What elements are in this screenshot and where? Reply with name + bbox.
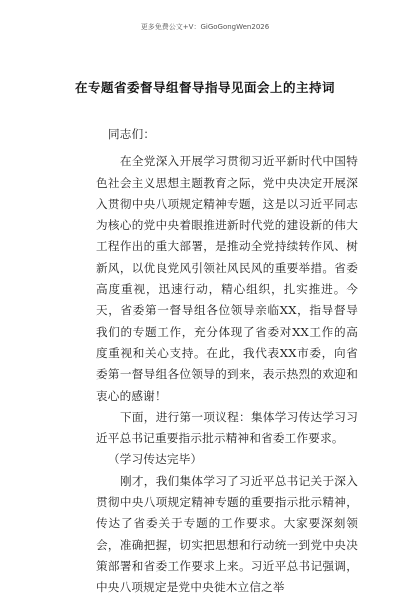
header-note: 更多免费公文+V：GiGoGongWen2026 <box>140 23 270 31</box>
paragraph-summary: 刚才，我们集体学习了习近平总书记关于深入贯彻中央八项规定精神专题的重要指示批示精神，传达了省委关于专题的工作要求。大家要深刻领会，准确把握，切实把思想和行动统一到党中央决策部署和省委工作要求上来。习近平总书记强调，中央八项规定是党中央徙木立信之举 <box>96 473 358 595</box>
paragraph-agenda: 下面，进行第一项议程：集体学习传达学习习近平总书记重要指示批示精神和省委工作要求。 <box>96 409 358 446</box>
document-body <box>96 124 358 599</box>
paragraph-opening: 在全党深入开展学习贯彻习近平新时代中国特色社会主义思想主题教育之际，党中央决定开展深入贯彻中央八项规定精神专题，这是以习近平同志为核心的党中央着眼推进新时代党的建设新的伟大工程作出的重大部署，是推动全党持续转作风、树新风，以优良党风引领社风民风的重要举措。省委高度重视，迅速行动，精心组织，扎实推进。今天，省委第一督导组各位领导亲临XX，指导督导我们的专题工作，充分体现了省委对XX工作的高度重视和关心支持。在此，我代表XX市委，向省委第一督导组各位领导的到来，表示热烈的欢迎和衷心的感谢！ <box>96 154 358 403</box>
document-title: 在专题省委督导组督导指导见面会上的主持词 <box>74 80 335 95</box>
paragraph-note: （学习传达完毕） <box>108 452 203 467</box>
salutation: 同志们： <box>108 127 156 141</box>
